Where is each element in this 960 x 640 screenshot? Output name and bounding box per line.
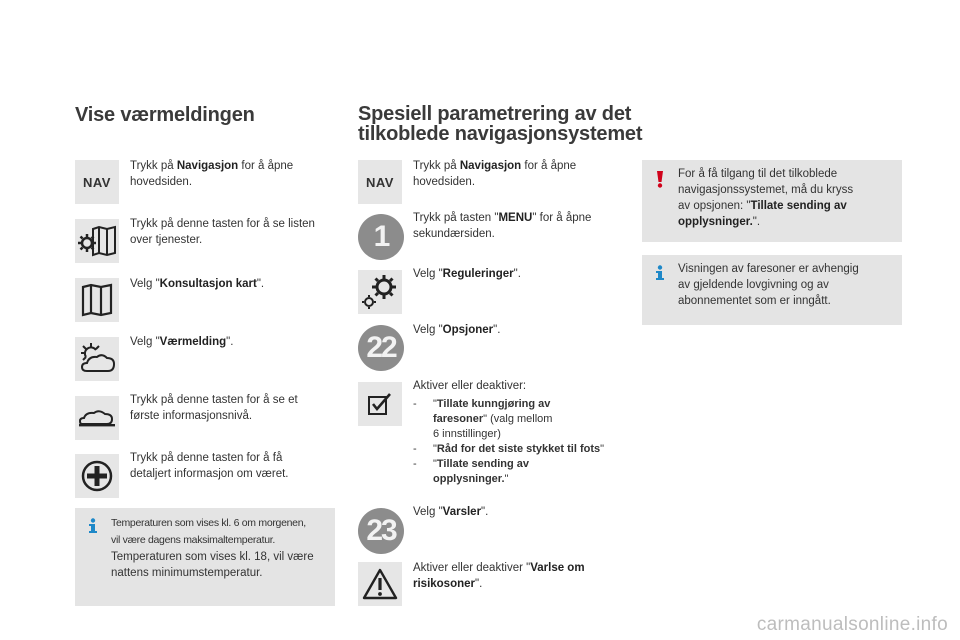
menu-number-23: 23 [358, 508, 404, 554]
risk-warning-button[interactable] [358, 562, 402, 606]
temperature-note-box [75, 508, 335, 606]
services-gear-map-icon [77, 223, 117, 259]
left-step-1: Trykk på Navigasjon for å åpne hovedsiden. [130, 160, 294, 188]
menu-number-22: 22 [358, 325, 404, 371]
warning-note-box [642, 160, 902, 242]
info-icon-2 [654, 265, 666, 281]
nav-label: NAV [83, 174, 111, 190]
watermark: carmanualsonline.info [756, 614, 948, 635]
map-button[interactable] [75, 278, 119, 322]
note-line-3: Temperaturen som vises kl. 18, vil være [111, 551, 314, 563]
left-step-6: Trykk på denne tasten for å få detaljert informasjon om været. [130, 452, 289, 480]
option-last-stretch-walk: - "Råd for det siste stykket til fots" [413, 443, 605, 455]
cloud-button[interactable] [75, 396, 119, 440]
warning-triangle-icon [361, 567, 399, 601]
middle-step-5-list [413, 397, 633, 487]
warning-line-4: opplysninger.". [678, 216, 761, 228]
middle-section-title-2: tilkoblede navigasjonsystemet [358, 123, 643, 145]
note-line-4: nattens minimumstemperatur. [111, 567, 263, 579]
middle-section-title-1: Spesiell parametrering av det [358, 103, 632, 125]
note-line-2: vil være dagens maksimaltemperatur. [111, 534, 275, 546]
middle-step-6: Velg "Varsler". [413, 506, 489, 518]
sun-cloud-icon [77, 341, 117, 377]
info-note-box [642, 255, 902, 325]
cloud-icon [78, 408, 116, 428]
left-section-title: Vise værmeldingen [75, 104, 255, 126]
warning-line-3: av opsjonen: "Tillate sending av [678, 200, 847, 212]
middle-step-3: Velg "Reguleringer". [413, 268, 521, 280]
middle-step-2: Trykk på tasten "MENU" for å åpne sekundærsiden. [413, 212, 592, 240]
warning-exclamation-icon [652, 170, 668, 188]
checkbox-button[interactable] [358, 382, 402, 426]
settings-gears-icon [360, 273, 400, 311]
left-step-2: Trykk på denne tasten for å se listen over tjenester. [130, 218, 315, 246]
info-icon [87, 518, 99, 534]
middle-step-5-intro: Aktiver eller deaktiver: [413, 380, 527, 392]
warning-line-1: For å få tilgang til det tilkoblede [678, 168, 838, 180]
middle-step-4: Velg "Opsjoner". [413, 324, 501, 336]
left-step-5: Trykk på denne tasten for å se et første informasjonsnivå. [130, 394, 298, 422]
warning-line-2: navigasjonssystemet, må du kryss [678, 184, 854, 196]
info-line-3: abonnementet som er inngått. [678, 295, 831, 307]
middle-step-1: Trykk på Navigasjon for å åpne hovedsiden. [413, 160, 577, 188]
left-step-4: Velg "Værmelding". [130, 336, 234, 348]
note-line-1: Temperaturen som vises kl. 6 om morgenen, [111, 517, 306, 529]
nav-label-2: NAV [366, 174, 394, 190]
detail-plus-button[interactable] [75, 454, 119, 498]
option-warning-zones: - "Tillate kunngjøring av faresoner" (valg mellom 6 innstillinger) [413, 398, 553, 440]
settings-button[interactable] [358, 270, 402, 314]
middle-step-7: Aktiver eller deaktiver "Varlse om risikosoner". [413, 562, 585, 590]
checkbox-icon [367, 392, 393, 416]
map-icon [79, 282, 115, 318]
info-line-2: av gjeldende lovgivning og av [678, 279, 829, 291]
nav-button[interactable] [75, 160, 119, 204]
weather-button[interactable] [75, 337, 119, 381]
left-step-3: Velg "Konsultasjon kart". [130, 278, 265, 290]
option-allow-sending-info: - "Tillate sending av opplysninger." [413, 458, 530, 485]
plus-circle-icon [80, 459, 114, 493]
nav-button-2[interactable] [358, 160, 402, 204]
info-line-1: Visningen av faresoner er avhengig [678, 263, 859, 275]
services-button[interactable] [75, 219, 119, 263]
menu-number-1: 1 [358, 214, 404, 260]
